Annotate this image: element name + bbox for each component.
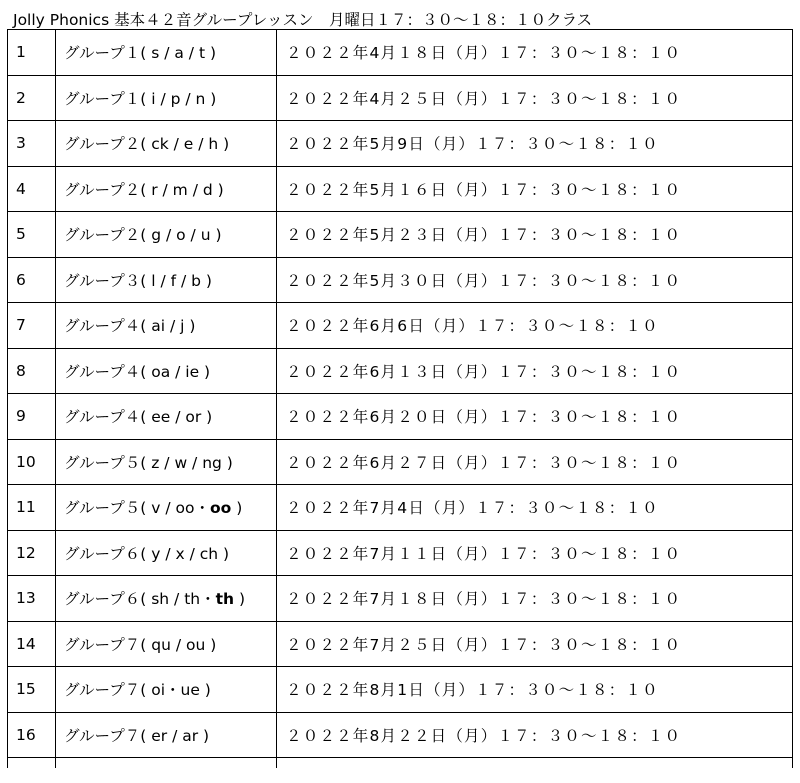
empty-cell: [56, 758, 277, 769]
date-cell: ２０２２年5月9日（月）１７：３０～１８：１０: [277, 121, 793, 167]
group-text: グループ６( sh / th・: [64, 590, 216, 609]
row-number: 10: [8, 439, 56, 485]
date-cell: ２０２２年6月２７日（月）１７：３０～１８：１０: [277, 439, 793, 485]
empty-cell: [8, 758, 56, 769]
row-number: 14: [8, 621, 56, 667]
group-bold-text: oo: [209, 499, 232, 518]
group-cell: グループ１( s / a / t ): [56, 30, 277, 76]
table-row: [8, 75, 793, 121]
table-row-partial: [8, 758, 793, 769]
group-end-text: ): [231, 499, 243, 518]
row-number: 9: [8, 394, 56, 440]
group-cell: グループ４( ai / j ): [56, 303, 277, 349]
row-number: 16: [8, 712, 56, 758]
schedule-body: [8, 30, 793, 769]
row-number: 11: [8, 485, 56, 531]
table-row: [8, 30, 793, 76]
table-row: [8, 439, 793, 485]
row-number: 15: [8, 667, 56, 713]
row-number: 5: [8, 212, 56, 258]
date-cell: ２０２２年7月１８日（月）１７：３０～１８：１０: [277, 576, 793, 622]
row-number: 6: [8, 257, 56, 303]
table-row: [8, 121, 793, 167]
group-cell: グループ１( i / p / n ): [56, 75, 277, 121]
row-number: 7: [8, 303, 56, 349]
group-cell: グループ７( er / ar ): [56, 712, 277, 758]
table-row: [8, 576, 793, 622]
date-cell: ２０２２年5月２３日（月）１７：３０～１８：１０: [277, 212, 793, 258]
table-row: [8, 212, 793, 258]
table-row: [8, 166, 793, 212]
group-cell: グループ６( y / x / ch ): [56, 530, 277, 576]
table-row: [8, 530, 793, 576]
date-cell: ２０２２年7月１１日（月）１７：３０～１８：１０: [277, 530, 793, 576]
date-cell: ２０２２年5月１６日（月）１７：３０～１８：１０: [277, 166, 793, 212]
group-cell: グループ５( z / w / ng ): [56, 439, 277, 485]
date-cell: ２０２２年8月1日（月）１７：３０～１８：１０: [277, 667, 793, 713]
table-row: [8, 394, 793, 440]
date-cell: ２０２２年6月２０日（月）１７：３０～１８：１０: [277, 394, 793, 440]
group-cell: グループ４( oa / ie ): [56, 348, 277, 394]
date-cell: ２０２２年8月２２日（月）１７：３０～１８：１０: [277, 712, 793, 758]
table-row: [8, 712, 793, 758]
group-cell: [56, 485, 277, 531]
row-number: 2: [8, 75, 56, 121]
empty-cell: [277, 758, 793, 769]
date-cell: ２０２２年4月２５日（月）１７：３０～１８：１０: [277, 75, 793, 121]
row-number: 4: [8, 166, 56, 212]
row-number: 1: [8, 30, 56, 76]
row-number: 8: [8, 348, 56, 394]
group-text: グループ５( v / oo・: [64, 499, 210, 518]
date-cell: ２０２２年6月１３日（月）１７：３０～１８：１０: [277, 348, 793, 394]
group-cell: グループ７( qu / ou ): [56, 621, 277, 667]
lesson-schedule-table: [7, 29, 793, 768]
group-bold-text: th: [215, 590, 235, 609]
table-row: [8, 485, 793, 531]
date-cell: ２０２２年5月３０日（月）１７：３０～１８：１０: [277, 257, 793, 303]
row-number: 3: [8, 121, 56, 167]
group-cell: グループ７( oi・ue ): [56, 667, 277, 713]
table-row: [8, 303, 793, 349]
group-cell: グループ３( l / f / b ): [56, 257, 277, 303]
group-cell: グループ２( r / m / d ): [56, 166, 277, 212]
date-cell: ２０２２年7月4日（月）１７：３０～１８：１０: [277, 485, 793, 531]
table-row: [8, 667, 793, 713]
document-title: Jolly Phonics 基本４２音グループレッスン 月曜日１７：３０～１８：１０クラス: [13, 11, 593, 29]
group-cell: グループ４( ee / or ): [56, 394, 277, 440]
group-cell: [56, 576, 277, 622]
table-row: [8, 257, 793, 303]
table-row: [8, 348, 793, 394]
group-cell: グループ２( g / o / u ): [56, 212, 277, 258]
group-cell: グループ２( ck / e / h ): [56, 121, 277, 167]
date-cell: ２０２２年7月２５日（月）１７：３０～１８：１０: [277, 621, 793, 667]
row-number: 12: [8, 530, 56, 576]
group-end-text: ): [234, 590, 246, 609]
date-cell: ２０２２年6月6日（月）１７：３０～１８：１０: [277, 303, 793, 349]
row-number: 13: [8, 576, 56, 622]
date-cell: ２０２２年4月１８日（月）１７：３０～１８：１０: [277, 30, 793, 76]
table-row: [8, 621, 793, 667]
